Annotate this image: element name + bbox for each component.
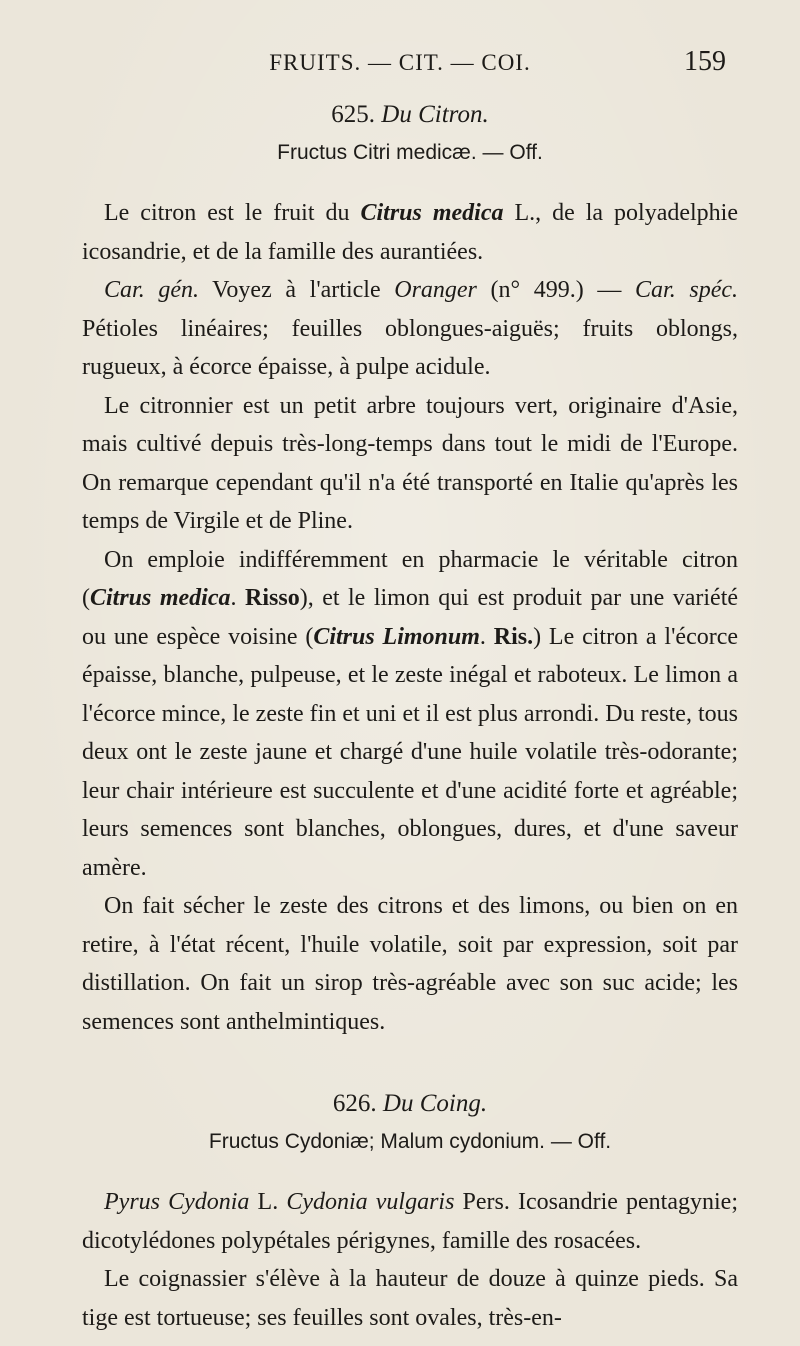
text-block [82,96,738,1337]
section-625-paragraph-1: Le citron est le fruit du Citrus medica L., de la polyadelphie icosandrie, et de la famille des aurantiées. [82,200,739,265]
section-625-subtitle: Fructus Citri medicæ. — Off. [277,141,543,164]
emphasized-term: Risso [245,585,300,611]
section-626-paragraph-1: Pyrus Cydonia L. Cydonia vulgaris Pers. Icosandrie pentagynie; dicotylédones polypétales périgynes, famille des rosacées. [82,1189,738,1254]
section-625-title [82,96,738,134]
section-626-title [82,1085,738,1123]
emphasized-term: Oranger [394,277,477,303]
emphasized-term: Citrus Limonum [313,623,480,650]
section-626-paragraph-2: Le coignassier s'élève à la hauteur de douze à quinze pieds. Sa tige est tortueuse; ses feuilles sont ovales, très-en- [82,1266,738,1331]
section-626-subtitle: Fructus Cydoniæ; Malum cydonium. — Off. [208,1130,612,1153]
running-head: FRUITS. — CIT. — COI. [269,50,531,75]
section-625-paragraph-5: On fait sécher le zeste des citrons et des limons, ou bien on en retire, à l'état récent, l'huile volatile, soit par expression, soit par distillation. On fait un sirop très-agréable avec son suc acide; les semences sont anthelmintiques. [82,893,738,1035]
emphasized-term: Ris. [493,623,534,650]
page-number: 159 [684,46,726,77]
emphasized-term: Pyrus Cydonia [104,1189,250,1215]
emphasized-term: Cydonia vulgaris [286,1189,455,1215]
section-626-number: 626. [332,1090,377,1117]
section-625-heading: Du Citron. [381,101,489,128]
section-625-paragraph-2: Car. gén. Voyez à l'article Oranger (n° 499.) — Car. spéc. Pétioles linéaires; feuilles oblongues-aiguës; fruits oblongs, rugueux, à écorce épaisse, à pulpe acidule. [82,277,738,380]
emphasized-term: Car. gén. [104,277,199,303]
section-626-heading: Du Coing. [382,1090,488,1117]
section-625-paragraph-3: Le citronnier est un petit arbre toujours vert, originaire d'Asie, mais cultivé depuis très-long-temps dans tout le midi de l'Europe. On remarque cependant qu'il n'a été transporté en Italie qu'après les temps de Virgile et de Pline. [82,392,738,534]
page-header [0,42,800,92]
section-625-number: 625. [331,101,376,128]
emphasized-term: Car. spéc. [635,277,738,303]
emphasized-term: Citrus medica [90,585,231,611]
section-625-paragraph-4: On emploie indifféremment en pharmacie le véritable citron (Citrus medica. Risso), et le limon qui est produit par une variété ou une espèce voisine (Citrus Limonum. Ris.) Le citron a l'écorce épaisse, blanche, pulpeuse, et le zeste inégal et raboteux. Le limon a l'écorce mince, le zeste fin et uni et il est plus arrondi. Du reste, tous deux ont le zeste jaune et chargé d'une huile volatile très-odorante; leur chair intérieure est succulente et d'une acidité forte et agréable; leurs semences sont blanches, oblongues, dures, et d'une saveur amère. [82,546,739,881]
emphasized-term: Citrus medica [360,200,504,226]
